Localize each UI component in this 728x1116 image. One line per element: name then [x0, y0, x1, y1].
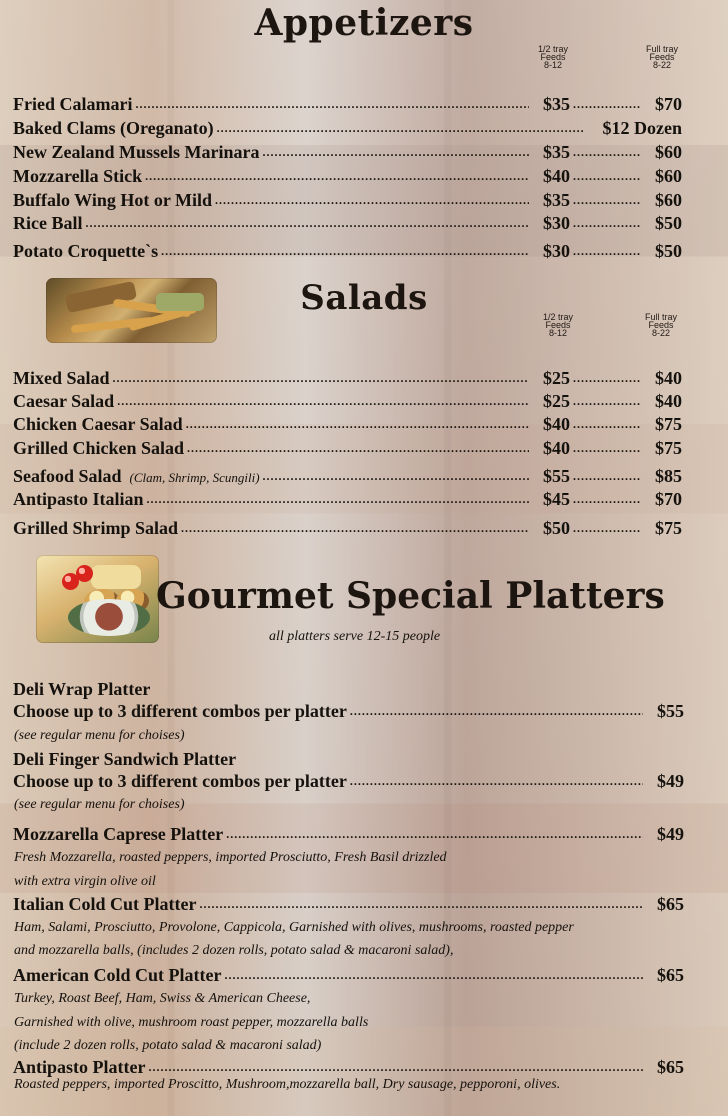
fry-icon	[71, 317, 154, 334]
platter-name: Choose up to 3 different combos per platter	[13, 771, 347, 791]
salad-row	[13, 466, 682, 490]
dot-leader	[117, 394, 529, 409]
dot-leader	[350, 704, 643, 719]
appetizer-row	[13, 190, 682, 214]
salads-full-tray-label	[638, 313, 684, 337]
full-price: $40	[655, 391, 682, 411]
platter-photo	[36, 555, 159, 643]
tray-label-line: Feeds	[648, 320, 674, 330]
dot-leader	[161, 244, 529, 259]
platters-title: Gourmet Special Platters	[156, 575, 665, 617]
item-name: Rice Ball	[13, 213, 83, 233]
dot-leader	[145, 169, 529, 184]
dot-leader	[350, 774, 643, 789]
platters-subtitle: all platters serve 12-15 people	[269, 629, 441, 644]
item-name: Fried Calamari	[13, 94, 133, 114]
appetizer-row	[13, 142, 682, 166]
platter-description: (include 2 dozen rolls, potato salad & macaroni salad)	[14, 1038, 322, 1053]
full-price: $40	[655, 368, 682, 388]
salads-half-tray-label	[537, 313, 579, 337]
platter-description: (see regular menu for choises)	[14, 728, 185, 743]
dot-leader	[113, 371, 529, 386]
full-price: $70	[655, 489, 682, 509]
dot-leader	[215, 193, 529, 208]
item-name: Caesar Salad	[13, 391, 115, 411]
platter-price: $49	[657, 771, 684, 791]
dot-leader	[573, 417, 641, 432]
half-price: $25	[543, 368, 570, 388]
appetizer-row	[13, 166, 682, 190]
platter-price-line	[13, 894, 684, 918]
tray-label-line: 1/2 tray	[537, 44, 568, 54]
platter-description: Roasted peppers, imported Proscitto, Mushroom,mozzarella ball, Dry sausage, pepporoni, olives.	[14, 1077, 561, 1092]
platter-price-line	[13, 824, 684, 848]
full-price: $85	[655, 466, 682, 486]
platter-description: Fresh Mozzarella, roasted peppers, imported Prosciutto, Fresh Basil drizzled	[14, 850, 447, 865]
full-price: $75	[655, 518, 682, 538]
platter-price: $65	[657, 965, 684, 985]
platter-price: $65	[657, 894, 684, 914]
bread-icon	[91, 565, 141, 589]
platter-name: American Cold Cut Platter	[13, 965, 222, 985]
platter-price: $65	[657, 1057, 684, 1077]
salads-title: Salads	[300, 278, 428, 318]
tray-label-line: Full tray	[645, 44, 678, 54]
item-name: Grilled Chicken Salad	[13, 438, 185, 458]
full-price: $60	[655, 142, 682, 162]
half-price: $50	[543, 518, 570, 538]
appetizer-row	[13, 213, 682, 237]
platter-heading: Deli Wrap Platter	[13, 679, 151, 699]
item-name: Mozzarella Stick	[13, 166, 143, 186]
dot-leader	[148, 1060, 643, 1075]
platter-price: $49	[657, 824, 684, 844]
platter-description: Garnished with olive, mushroom roast pepper, mozzarella balls	[14, 1015, 369, 1030]
salad-row	[13, 489, 682, 513]
full-price: $60	[655, 166, 682, 186]
dot-leader	[147, 492, 529, 507]
platter-description: and mozzarella balls, (includes 2 dozen rolls, potato salad & macaroni salad),	[14, 943, 454, 958]
dot-leader	[200, 897, 644, 912]
dot-leader	[181, 521, 529, 536]
dot-leader	[573, 441, 641, 456]
half-price: $40	[543, 414, 570, 434]
half-price: $55	[543, 466, 570, 486]
plate-icon	[68, 599, 150, 636]
dot-leader	[224, 968, 643, 983]
platter-name: Mozzarella Caprese Platter	[13, 824, 224, 844]
tray-label-line: 8-12	[543, 60, 562, 70]
dot-leader	[573, 492, 641, 507]
item-name: New Zealand Mussels Marinara	[13, 142, 260, 162]
salad-note: (Clam, Shrimp, Scungili)	[129, 470, 260, 485]
item-name: Potato Croquette`s	[13, 241, 159, 261]
salad-row	[13, 414, 682, 438]
tray-label-line: Feeds	[540, 52, 566, 62]
dozen-price: $12 Dozen	[602, 118, 682, 138]
platter-description: with extra virgin olive oil	[14, 874, 156, 889]
dot-leader	[573, 394, 641, 409]
full-price: $75	[655, 414, 682, 434]
tray-label-line: 8-12	[548, 328, 567, 338]
half-price: $45	[543, 489, 570, 509]
dot-leader	[186, 417, 529, 432]
full-price: $70	[655, 94, 682, 114]
half-price: $40	[543, 166, 570, 186]
platter-description: Ham, Salami, Prosciutto, Provolone, Cappicola, Garnished with olives, mushrooms, roasted pepper	[14, 920, 574, 935]
dot-leader	[573, 145, 641, 160]
full-price: $50	[655, 213, 682, 233]
dot-leader	[573, 371, 641, 386]
dot-leader	[573, 97, 641, 112]
salad-row	[13, 438, 682, 462]
dot-leader	[573, 521, 641, 536]
platter-name: Choose up to 3 different combos per platter	[13, 701, 347, 721]
half-price: $35	[543, 142, 570, 162]
dot-leader	[135, 97, 529, 112]
half-price: $25	[543, 391, 570, 411]
item-name: Baked Clams (Oreganato)	[13, 118, 214, 138]
appetizer-row	[13, 94, 682, 118]
tray-label-line: 1/2 tray	[542, 312, 573, 322]
item-name: Antipasto Italian	[13, 489, 144, 509]
salad-row	[13, 518, 682, 542]
appetizers-half-tray-label	[532, 45, 574, 69]
dot-leader	[187, 441, 529, 456]
platter-price-line	[13, 701, 684, 725]
platter-price-line	[13, 771, 684, 795]
item-name: Buffalo Wing Hot or Mild	[13, 190, 213, 210]
dot-leader	[86, 216, 530, 231]
full-price: $60	[655, 190, 682, 210]
dot-leader	[573, 193, 641, 208]
tray-label-line: Full tray	[644, 312, 677, 322]
platter-price-line	[13, 965, 684, 989]
platter-name: Italian Cold Cut Platter	[13, 894, 197, 914]
platter-description: Turkey, Roast Beef, Ham, Swiss & American Cheese,	[14, 991, 311, 1006]
tray-label-line: Feeds	[545, 320, 571, 330]
appetizers-full-tray-label	[641, 45, 683, 69]
platter-name: Antipasto Platter	[13, 1057, 146, 1077]
half-price: $35	[543, 190, 570, 210]
half-price: $30	[543, 241, 570, 261]
dot-leader	[226, 827, 643, 842]
item-name: Seafood Salad	[13, 466, 122, 486]
dot-leader	[573, 169, 641, 184]
salad-row	[13, 391, 682, 415]
dot-leader	[573, 469, 641, 484]
appetizer-row	[13, 241, 682, 265]
dot-leader	[217, 121, 583, 136]
full-price: $75	[655, 438, 682, 458]
tray-label-line: Feeds	[649, 52, 675, 62]
platter-description: (see regular menu for choises)	[14, 797, 185, 812]
tray-label-line: 8-22	[652, 60, 671, 70]
platter-price: $55	[657, 701, 684, 721]
tray-label-line: 8-22	[651, 328, 670, 338]
dot-leader	[263, 469, 529, 484]
appetizers-title: Appetizers	[254, 2, 474, 44]
full-price: $50	[655, 241, 682, 261]
item-name: Mixed Salad	[13, 368, 110, 388]
platter-heading: Deli Finger Sandwich Platter	[13, 749, 237, 769]
appetizer-row	[13, 118, 682, 142]
half-price: $40	[543, 438, 570, 458]
item-name: Grilled Shrimp Salad	[13, 518, 179, 538]
salad-row	[13, 368, 682, 392]
half-price: $35	[543, 94, 570, 114]
item-name: Chicken Caesar Salad	[13, 414, 183, 434]
apple-icon	[76, 565, 93, 582]
dot-leader	[573, 244, 641, 259]
half-price: $30	[543, 213, 570, 233]
dot-leader	[573, 216, 641, 231]
dot-leader	[263, 145, 530, 160]
